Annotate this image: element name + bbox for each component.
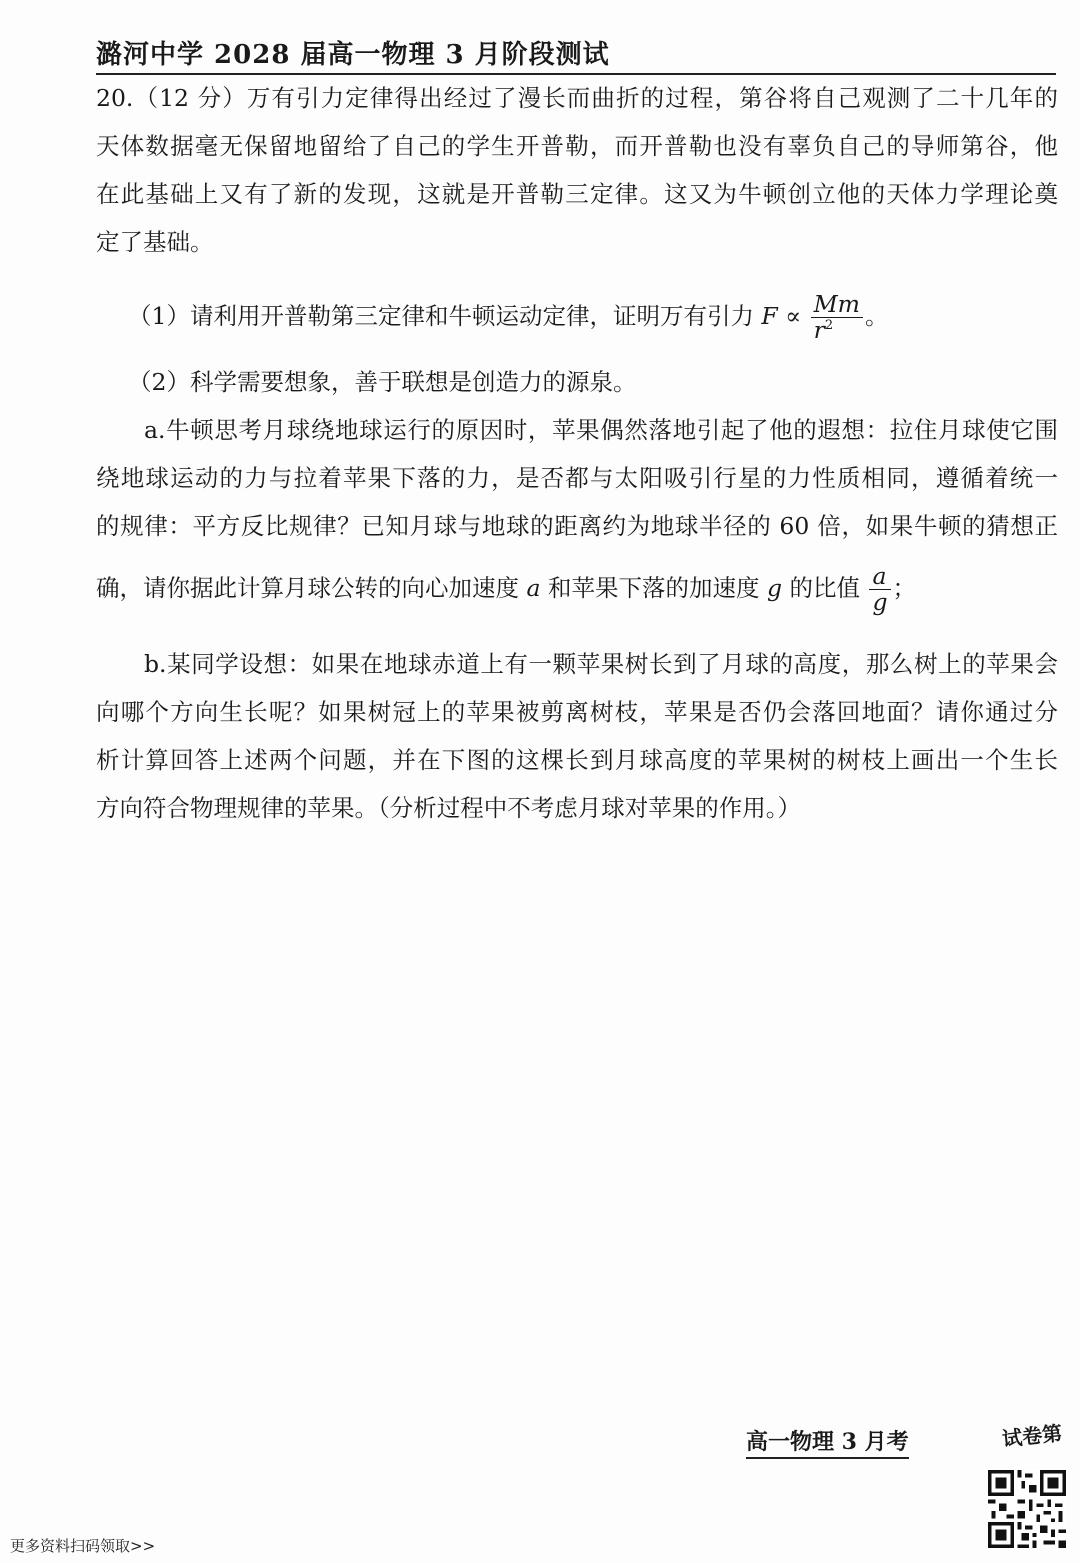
denominator-exponent: 2: [824, 318, 834, 334]
var-a: a: [526, 574, 541, 602]
part-b-line-3: 析计算回答上述两个问题，并在下图的这棵长到月球高度的苹果树的树枝上画出一个生长: [96, 746, 1058, 774]
intro-line-1: 20.（12 分）万有引力定律得出经过了漫长而曲折的过程，第谷将自己观测了二十几年的: [96, 84, 1058, 112]
fraction-denominator: [811, 318, 863, 343]
part-a-line-3: 的规律：平方反比规律？已知月球与地球的距离约为地球半径的 60 倍，如果牛顿的猜想正: [96, 512, 1058, 540]
fraction-numerator: Mm: [811, 292, 863, 318]
part-2-title: （2）科学需要想象，善于联想是创造力的源泉。: [128, 368, 637, 396]
var-F: F: [761, 302, 778, 330]
intro-line-2: 天体数据毫无保留地留给了自己的学生开普勒，而开普勒也没有辜负自己的导师第谷，他: [96, 132, 1058, 160]
var-g: g: [766, 574, 782, 602]
page-header: 潞河中学 2028 届高一物理 3 月阶段测试: [96, 34, 1056, 75]
part-a-line-1: a.牛顿思考月球绕地球运行的原因时，苹果偶然落地引起了他的遐想：拉住月球使它围: [144, 416, 1058, 444]
part-a-line-2: 绕地球运动的力与拉着苹果下落的力，是否都与太阳吸引行星的力性质相同，遵循着统一: [96, 464, 1058, 492]
fraction-Mm-over-r2: [811, 292, 863, 342]
question-20: [96, 74, 1058, 832]
part-b-line-1: b.某同学设想：如果在地球赤道上有一颗苹果树长到了月球的高度，那么树上的苹果会: [144, 650, 1058, 678]
part-a-last-post: 的比值: [782, 574, 860, 602]
intro-line-4: 定了基础。: [96, 228, 214, 256]
fraction-a-over-g: [869, 564, 890, 614]
fraction-a: a: [869, 564, 890, 590]
footer-subject: 高一物理 3 月考: [746, 1425, 909, 1459]
footer-page-label: 试卷第: [1001, 1420, 1064, 1452]
qr-code-icon[interactable]: [988, 1470, 1066, 1548]
part-a-last-pre: 确，请你据此计算月球公转的向心加速度: [96, 574, 527, 602]
part-b-line-4: 方向符合物理规律的苹果。（分析过程中不考虑月球对苹果的作用。）: [96, 794, 801, 822]
part-b-line-2: 向哪个方向生长呢？如果树冠上的苹果被剪离树枝，苹果是否仍会落回地面？请你通过分: [96, 698, 1058, 726]
proportional-symbol: ∝: [777, 302, 802, 330]
intro-line-3: 在此基础上又有了新的发现，这就是开普勒三定律。这又为牛顿创立他的天体力学理论奠: [96, 180, 1058, 208]
part-a-last-mid: 和苹果下落的加速度: [540, 574, 767, 602]
part-1-text: （1）请利用开普勒第三定律和牛顿运动定律，证明万有引力: [128, 302, 762, 330]
part-a-end: ；: [892, 574, 917, 602]
fraction-g: g: [872, 588, 888, 616]
denominator-base: r: [813, 316, 825, 344]
part-1-end: 。: [864, 302, 889, 330]
scan-more-note: 更多资料扫码领取>>: [10, 1537, 156, 1555]
part-a-line-4: [96, 550, 1058, 626]
part-1: [96, 288, 1058, 344]
